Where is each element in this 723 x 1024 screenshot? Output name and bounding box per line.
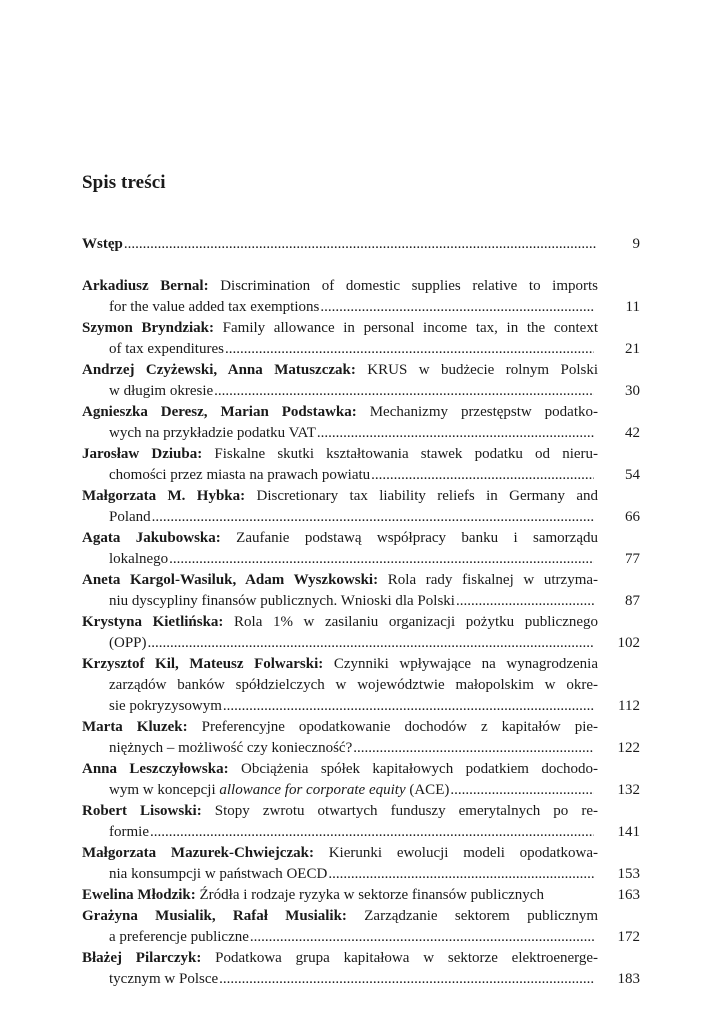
toc-page-number: 66: [625, 509, 640, 525]
entry-title-line: chomości przez miasta na prawach powiatu: [109, 467, 371, 483]
toc-page-number: 11: [625, 299, 640, 315]
dot-leader: [328, 864, 594, 885]
entry-title-line: Zarządzanie sektorem publicznym: [364, 908, 598, 924]
entry-title-line: formie: [109, 824, 149, 840]
toc-page-number: 112: [618, 698, 640, 714]
toc-page-number: 30: [625, 383, 640, 399]
dot-leader: [317, 423, 594, 444]
entry-title-line: (OPP): [109, 635, 147, 651]
entry-title-line: wym w koncepcji: [109, 782, 220, 798]
dot-leader: [450, 780, 594, 801]
entry-author: Andrzej Czyżewski, Anna Matuszczak:: [82, 362, 356, 378]
entry-title-line: niu dyscypliny finansów publicznych. Wnioski dla Polski: [109, 593, 455, 609]
dot-leader: [353, 738, 594, 759]
toc-entries: [82, 276, 640, 990]
entry-title-line: Family allowance in personal income tax, in the context: [222, 320, 598, 336]
toc-entry[interactable]: [82, 528, 640, 570]
dot-leader: [250, 927, 594, 948]
entry-author: Małgorzata Mazurek-Chwiejczak:: [82, 845, 314, 861]
toc-entry[interactable]: [82, 885, 640, 906]
toc-page-number: 183: [617, 971, 640, 987]
entry-author: Robert Lisowski:: [82, 803, 202, 819]
entry-title-line: a preferencje publiczne: [109, 929, 249, 945]
dot-leader: [148, 633, 594, 654]
entry-author: Agnieszka Deresz, Marian Podstawka:: [82, 404, 357, 420]
page-title: Spis treści: [82, 172, 166, 193]
entry-author: Anna Leszczyłowska:: [82, 761, 229, 777]
toc-entry[interactable]: [82, 276, 640, 318]
entry-author: Jarosław Dziuba:: [82, 446, 203, 462]
entry-title-line: Mechanizmy przestępstw podatko-: [369, 404, 599, 420]
toc-page-number: 172: [617, 929, 640, 945]
toc-page-number: 122: [617, 740, 640, 756]
dot-leader: [169, 549, 594, 570]
entry-title-line: Kierunki ewolucji modeli opodatkowa-: [328, 845, 598, 861]
toc-entry[interactable]: [82, 444, 640, 486]
entry-title-line: Zaufanie podstawą współpracy banku i samorządu: [236, 530, 598, 546]
toc-entry[interactable]: [82, 654, 640, 717]
toc-entry[interactable]: [82, 801, 640, 843]
toc-page-number: 42: [625, 425, 640, 441]
toc-entry[interactable]: [82, 759, 640, 801]
entry-title-line: Stopy zwrotu otwartych funduszy emerytalnych po re-: [214, 803, 599, 819]
entry-title-line: KRUS w budżecie rolnym Polski: [367, 362, 598, 378]
entry-author: Arkadiusz Bernal:: [82, 278, 209, 294]
toc-entry-label: Wstęp: [82, 236, 123, 252]
toc-entry[interactable]: [82, 318, 640, 360]
toc-entry[interactable]: [82, 570, 640, 612]
entry-title-line: niężnych – możliwość czy konieczność?: [109, 740, 353, 756]
dot-leader: [152, 507, 594, 528]
entry-author: Aneta Kargol-Wasiluk, Adam Wyszkowski:: [82, 572, 379, 588]
toc-page-number: 141: [617, 824, 640, 840]
entry-title-line: Discrimination of domestic supplies relative to imports: [220, 278, 598, 294]
entry-author: Krystyna Kietlińska:: [82, 614, 224, 630]
entry-author: Małgorzata M. Hybka:: [82, 488, 246, 504]
entry-title-line: sie pokryzysowym: [109, 698, 222, 714]
dot-leader: [219, 969, 594, 990]
entry-title-line: (ACE): [405, 782, 450, 798]
toc-page-number: 87: [625, 593, 640, 609]
dot-leader: [456, 591, 594, 612]
entry-title-line: Discretionary tax liability reliefs in Germany and: [256, 488, 598, 504]
entry-title-line: lokalnego: [109, 551, 169, 567]
entry-author: Agata Jakubowska:: [82, 530, 221, 546]
entry-title-line: Poland: [109, 509, 151, 525]
entry-title-line: Preferencyjne opodatkowanie dochodów z kapitałów pie-: [201, 719, 599, 735]
toc-entry[interactable]: [82, 948, 640, 990]
entry-title-line: Fiskalne skutki kształtowania stawek podatku od nieru-: [214, 446, 599, 462]
dot-leader: [223, 696, 594, 717]
toc-page-number: 77: [625, 551, 640, 567]
entry-author: Grażyna Musialik, Rafał Musialik:: [82, 908, 347, 924]
dot-leader: [214, 381, 594, 402]
toc-entry[interactable]: [82, 402, 640, 444]
toc-entry-intro[interactable]: [82, 234, 640, 255]
toc-entry[interactable]: [82, 717, 640, 759]
toc-page-number: 21: [625, 341, 640, 357]
entry-title-italic: allowance for corporate equity: [219, 782, 406, 798]
toc-entry[interactable]: [82, 906, 640, 948]
toc-entry[interactable]: [82, 486, 640, 528]
entry-title-line: Rola rady fiskalnej w utrzyma-: [387, 572, 599, 588]
dot-leader: [150, 822, 594, 843]
entry-title-line: of tax expenditures: [109, 341, 224, 357]
toc-page-number: 9: [632, 236, 640, 252]
dot-leader: [225, 339, 594, 360]
entry-title-line: Źródła i rodzaje ryzyka w sektorze finansów publicznych: [199, 887, 544, 903]
entry-author: Marta Kluzek:: [82, 719, 188, 735]
entry-title-line: zarządów banków spółdzielczych w województwie małopolskim w okre-: [109, 677, 598, 693]
entry-title-line: Rola 1% w zasilaniu organizacji pożytku publicznego: [234, 614, 599, 630]
entry-title-line: wych na przykładzie podatku VAT: [109, 425, 316, 441]
entry-title-line: Obciążenia spółek kapitałowych podatkiem dochodo-: [240, 761, 598, 777]
toc-page-number: 153: [617, 866, 640, 882]
entry-title-line: Podatkowa grupa kapitałowa w sektorze elektroenerge-: [215, 950, 599, 966]
entry-author: Krzysztof Kil, Mateusz Folwarski:: [82, 656, 324, 672]
entry-title-line: nia konsumpcji w państwach OECD: [109, 866, 328, 882]
toc-page-number: 54: [625, 467, 640, 483]
toc-entry[interactable]: [82, 612, 640, 654]
entry-author: Szymon Bryndziak:: [82, 320, 214, 336]
toc-page-number: 132: [617, 782, 640, 798]
entry-title-line: for the value added tax exemptions: [109, 299, 320, 315]
entry-title-line: tycznym w Polsce: [109, 971, 219, 987]
entry-author: Ewelina Młodzik:: [82, 887, 196, 903]
toc-page-number: 102: [617, 635, 640, 651]
entry-title-line: Czynniki wpływające na wynagrodzenia: [333, 656, 598, 672]
toc-page-number: 163: [617, 887, 640, 903]
toc-entry[interactable]: [82, 843, 640, 885]
dot-leader: [320, 297, 594, 318]
entry-title-line: w długim okresie: [109, 383, 214, 399]
dot-leader: [124, 234, 596, 255]
dot-leader: [371, 465, 594, 486]
entry-author: Błażej Pilarczyk:: [82, 950, 202, 966]
toc-entry[interactable]: [82, 360, 640, 402]
